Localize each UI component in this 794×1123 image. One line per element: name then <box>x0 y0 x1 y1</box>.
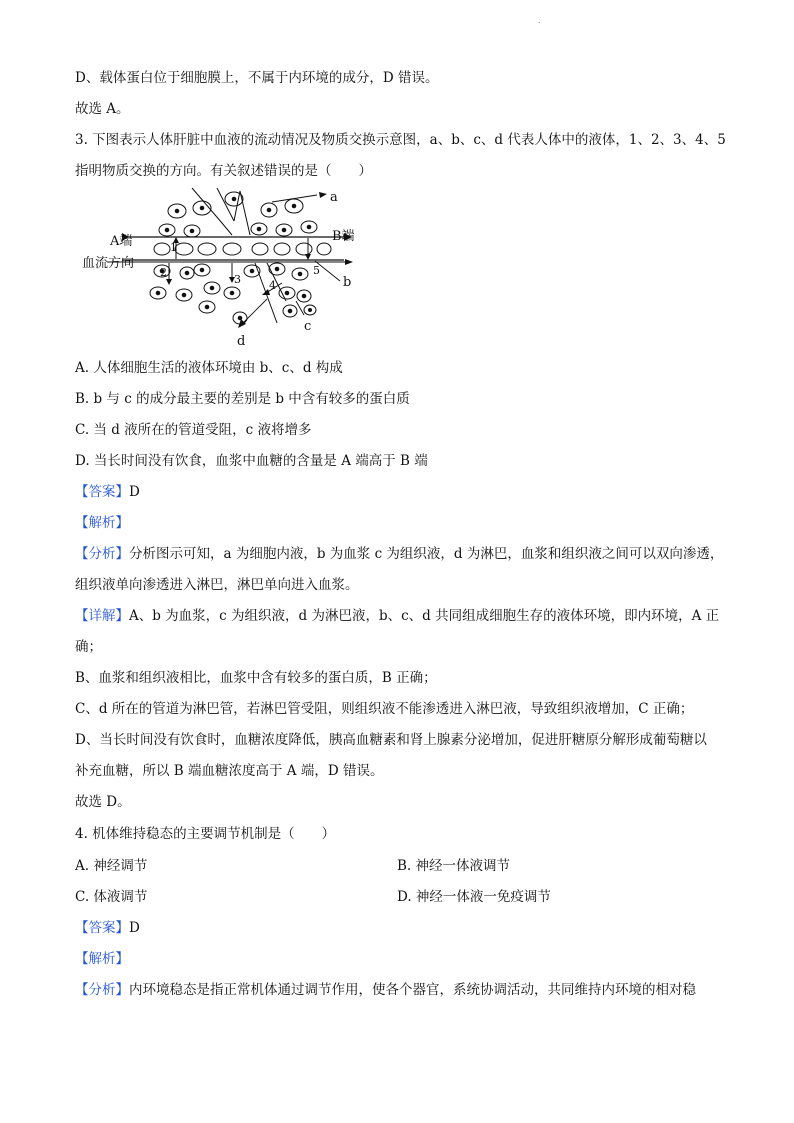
option-c: C. 当 d 液所在的管道受阻，c 液将增多 <box>75 422 312 438</box>
answer-line <box>75 918 140 938</box>
q4-option-c: C. 体液调节 <box>75 889 148 905</box>
option-a: A. 人体细胞生活的液体环境由 b、c、d 构成 <box>75 360 343 376</box>
label-flow: 血流方向 <box>82 256 135 271</box>
analysis-line <box>75 980 696 1000</box>
answer-value: D <box>129 484 140 500</box>
q4-option-d: D. 神经一体液一免疫调节 <box>397 889 551 905</box>
answer-value: D <box>129 920 140 936</box>
cell-group <box>150 192 317 324</box>
text-line: 确； <box>75 639 102 655</box>
text-line: B、血浆和组织液相比，血浆中含有较多的蛋白质，B 正确； <box>75 670 437 686</box>
analysis-tag <box>75 513 129 533</box>
label-2: 2 <box>160 266 167 279</box>
red-blood-cells <box>154 243 331 255</box>
text-line: C、d 所在的管道为淋巴管，若淋巴管受阻，则组织液不能渗透进入淋巴液，导致组织液增加，C 正确； <box>75 701 694 717</box>
analysis-label: 【解析】 <box>75 951 129 967</box>
text-line: 故选 D。 <box>75 794 131 810</box>
xiangjie-text: A、b 为血浆，c 为组织液，d 为淋巴液，b、c、d 共同组成细胞生存的液体环境，即内环境，A 正 <box>129 608 720 624</box>
label-a: a <box>330 190 338 205</box>
answer-tag: 【答案】 <box>75 484 129 500</box>
corner-dot: . <box>538 16 541 25</box>
label-d: d <box>237 334 246 348</box>
answer-tag: 【答案】 <box>75 920 129 936</box>
analysis-label: 【解析】 <box>75 515 129 531</box>
fenxi-text: 内环境稳态是指正常机体通过调节作用，使各个器官，系统协调活动，共同维持内环境的相对稳 <box>129 982 696 998</box>
question-4-stem: 4. 机体维持稳态的主要调节机制是（ ） <box>75 826 336 842</box>
fenxi-text: 分析图示可知，a 为细胞内液，b 为血浆 c 为组织液，d 为淋巴，血浆和组织液之间可以双向渗透， <box>129 546 724 562</box>
text-line: 组织液单向渗透进入淋巴，淋巴单向进入血浆。 <box>75 577 359 593</box>
q4-option-a: A. 神经调节 <box>75 858 148 874</box>
question-3-stem: 3. 下图表示人体肝脏中血液的流动情况及物质交换示意图，a、b、c、d 代表人体中的液体，1、2、3、4、5 <box>75 132 726 148</box>
label-1: 1 <box>170 241 177 254</box>
label-3: 3 <box>234 273 241 286</box>
text-line: 故选 A。 <box>75 101 130 117</box>
liver-blood-diagram <box>72 183 372 348</box>
label-4: 4 <box>269 279 276 292</box>
label-5: 5 <box>313 264 320 277</box>
analysis-tag <box>75 949 129 969</box>
label-c: c <box>304 319 312 334</box>
analysis-line <box>75 544 723 564</box>
fenxi-tag: 【分析】 <box>75 982 129 998</box>
text-line: D、当长时间没有饮食时，血糖浓度降低，胰高血糖素和肾上腺素分泌增加，促进肝糖原分解形成葡萄糖以 <box>75 732 707 748</box>
label-b: b <box>343 275 352 290</box>
xiangjie-tag: 【详解】 <box>75 608 129 624</box>
fenxi-tag: 【分析】 <box>75 546 129 562</box>
label-a-end: A端 <box>110 234 133 249</box>
option-d: D. 当长时间没有饮食，血浆中血糖的含量是 A 端高于 B 端 <box>75 453 428 469</box>
q4-option-b: B. 神经一体液调节 <box>397 858 511 874</box>
lymph-vessel-top <box>192 188 250 235</box>
label-b-end: B端 <box>332 229 355 244</box>
question-3-stem: 指明物质交换的方向。有关叙述错误的是（ ） <box>75 163 372 179</box>
option-b: B. b 与 c 的成分最主要的差别是 b 中含有较多的蛋白质 <box>75 391 410 407</box>
answer-line <box>75 482 140 502</box>
text-line: 补充血糖，所以 B 端血糖浓度高于 A 端，D 错误。 <box>75 763 384 779</box>
text-line: D、载体蛋白位于细胞膜上，不属于内环境的成分，D 错误。 <box>75 70 439 86</box>
detail-line <box>75 606 719 626</box>
